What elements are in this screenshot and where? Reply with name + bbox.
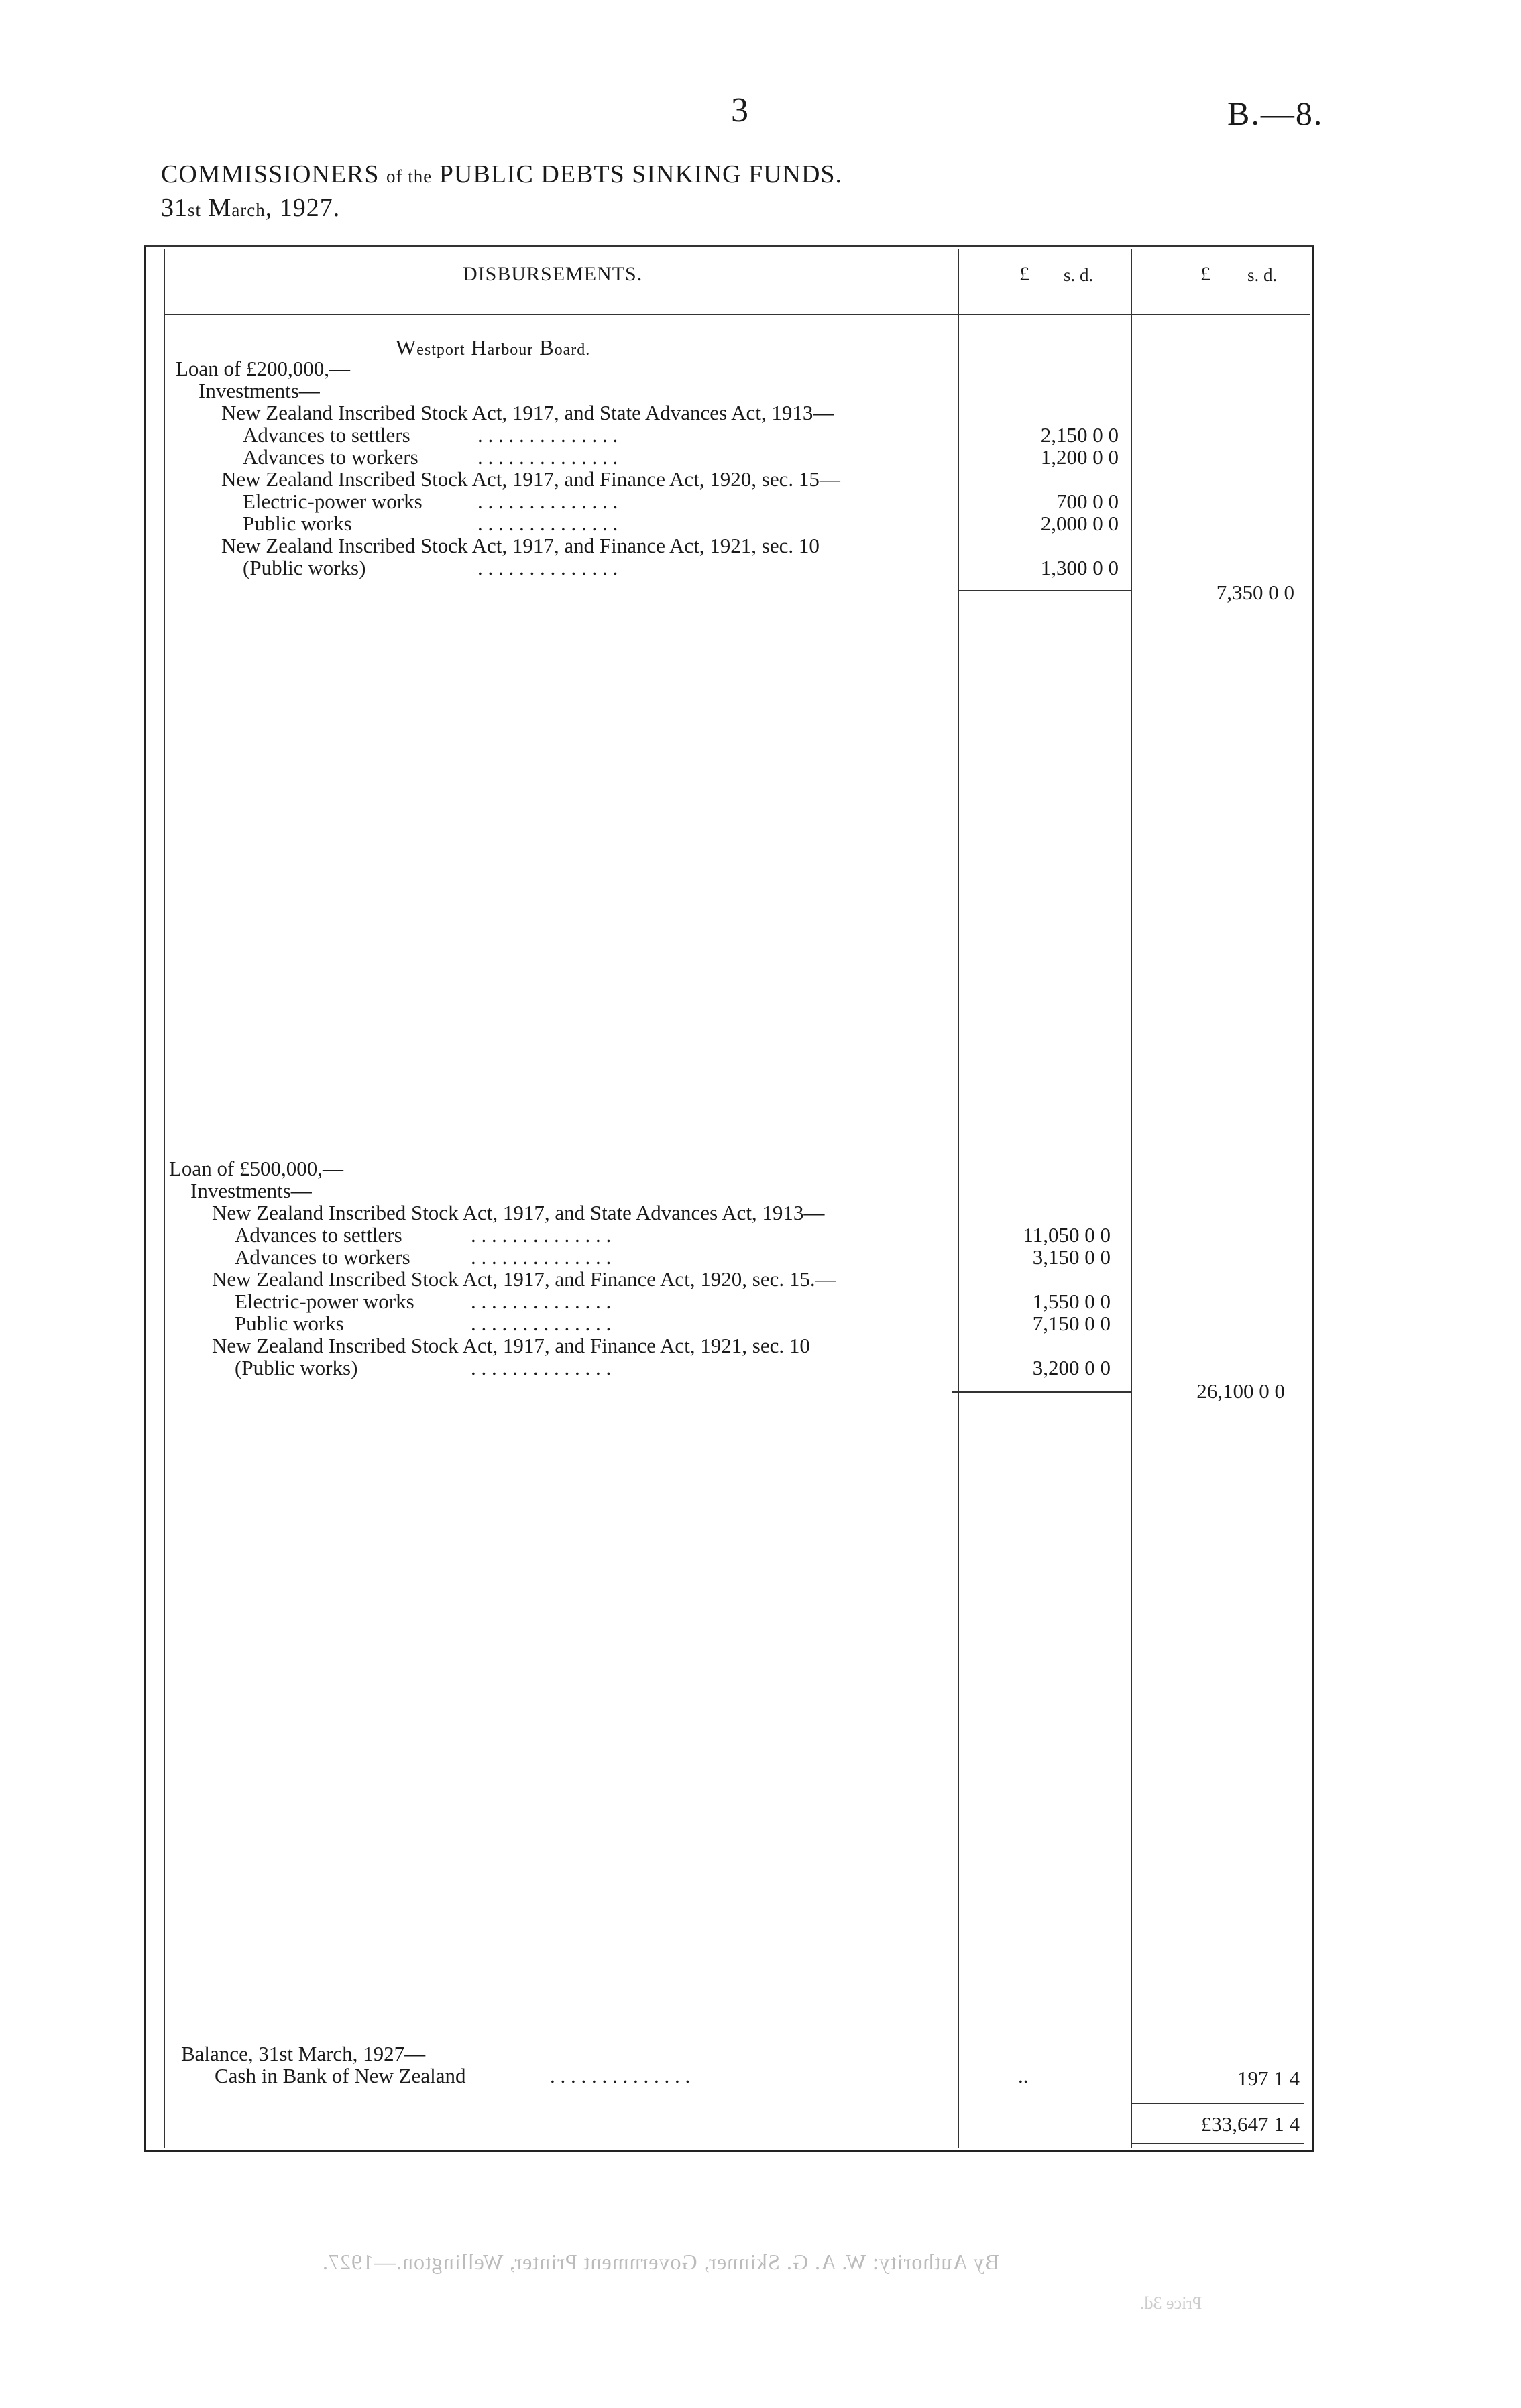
loan-2-public-paren-amount: 3,200 0 0 <box>1032 1356 1111 1379</box>
loan-2-total: 26,100 0 0 <box>1196 1379 1285 1403</box>
loan-1-title: Loan of £200,000,— <box>176 357 351 380</box>
loan-1-total: 7,350 0 0 <box>1216 581 1294 604</box>
date-part-4: arch <box>231 200 266 220</box>
balance-cash-leader: . . . . . . . . . . . . . . <box>550 2064 691 2087</box>
loan-2-settlers-leader: . . . . . . . . . . . . . . <box>471 1223 612 1247</box>
balance-col-1-dots: .. <box>1018 2064 1029 2087</box>
column-1-pound-heading: £ <box>1019 263 1029 285</box>
balance-cash-label: Cash in Bank of New Zealand <box>215 2064 466 2087</box>
grand-total-rule-bottom <box>1131 2143 1304 2144</box>
loan-1-public-leader: . . . . . . . . . . . . . . <box>477 512 618 535</box>
title-part-1: COMMISSIONERS <box>161 160 387 188</box>
loan-2-public-paren-leader: . . . . . . . . . . . . . . <box>471 1356 612 1379</box>
section-part-5: B <box>533 335 555 359</box>
loan-1-public-amount: 2,000 0 0 <box>1040 512 1119 535</box>
loan-2-settlers-amount: 11,050 0 0 <box>1023 1223 1111 1247</box>
page-number: 3 <box>731 91 748 129</box>
loan-1-settlers-label: Advances to settlers <box>243 423 410 447</box>
column-1-sd-heading: s. d. <box>1064 265 1094 285</box>
loan-1-workers-label: Advances to workers <box>243 445 418 469</box>
loan-2-investments: Investments— <box>190 1179 312 1202</box>
loan-2-settlers-label: Advances to settlers <box>235 1223 402 1247</box>
loan-1-investments: Investments— <box>199 379 320 402</box>
loan-2-subtotal-rule <box>952 1391 1131 1393</box>
price-show-through: Price 3d. <box>1140 2293 1202 2313</box>
header-rule <box>164 314 1310 315</box>
loan-2-public-amount: 7,150 0 0 <box>1032 1312 1111 1335</box>
date-part-1: 31 <box>161 194 188 222</box>
loan-1-settlers-leader: . . . . . . . . . . . . . . <box>477 423 618 447</box>
section-part-4: arbour <box>487 341 534 359</box>
title-part-2: PUBLIC DEBTS SINKING FUNDS. <box>432 160 843 188</box>
loan-1-electric-label: Electric-power works <box>243 490 422 513</box>
section-part-6: oard. <box>554 341 591 359</box>
loan-2-electric-label: Electric-power works <box>235 1289 414 1313</box>
loan-1-electric-leader: . . . . . . . . . . . . . . <box>477 490 618 513</box>
inner-left-rule <box>164 249 165 2148</box>
loan-1-public-paren-label: (Public works) <box>243 556 366 579</box>
date-part-5: , 1927. <box>265 194 341 222</box>
loan-1-act-3: New Zealand Inscribed Stock Act, 1917, and Finance Act, 1921, sec. 10 <box>221 534 820 557</box>
loan-2-act-3: New Zealand Inscribed Stock Act, 1917, and Finance Act, 1921, sec. 10 <box>212 1334 810 1357</box>
section-heading <box>396 335 590 360</box>
loan-2-title: Loan of £500,000,— <box>169 1157 344 1180</box>
loan-1-electric-amount: 700 0 0 <box>1056 490 1119 513</box>
section-part-2: estport <box>416 341 465 359</box>
loan-2-public-paren-label: (Public works) <box>235 1356 358 1379</box>
loan-1-subtotal-rule <box>958 590 1131 591</box>
document-date <box>161 193 340 223</box>
loan-1-public-paren-amount: 1,300 0 0 <box>1040 556 1119 579</box>
loan-2-act-2: New Zealand Inscribed Stock Act, 1917, and Finance Act, 1920, sec. 15.— <box>212 1267 836 1291</box>
document-reference: B.—8. <box>1227 95 1324 132</box>
loan-2-workers-label: Advances to workers <box>235 1245 410 1269</box>
loan-2-public-leader: . . . . . . . . . . . . . . <box>471 1312 612 1335</box>
loan-1-act-1: New Zealand Inscribed Stock Act, 1917, and State Advances Act, 1913— <box>221 401 834 424</box>
column-2-pound-heading: £ <box>1200 263 1210 285</box>
balance-cash-amount: 197 1 4 <box>1237 2067 1300 2090</box>
loan-2-public-label: Public works <box>235 1312 344 1335</box>
column-heading-disbursements: DISBURSEMENTS. <box>463 263 643 285</box>
loan-1-workers-amount: 1,200 0 0 <box>1040 445 1119 469</box>
section-part-3: H <box>465 335 488 359</box>
grand-total: £33,647 1 4 <box>1200 2112 1300 2136</box>
imprint-show-through: By Authority: W. A. G. Skinner, Government Printer, Wellington.—1927. <box>322 2250 999 2274</box>
date-part-2: st <box>188 200 202 220</box>
loan-1-workers-leader: . . . . . . . . . . . . . . <box>477 445 618 469</box>
loan-2-workers-amount: 3,150 0 0 <box>1032 1245 1111 1269</box>
section-part-1: W <box>396 335 417 359</box>
loan-2-act-1: New Zealand Inscribed Stock Act, 1917, and State Advances Act, 1913— <box>212 1201 825 1224</box>
column-2-sd-heading: s. d. <box>1247 265 1278 285</box>
loan-1-act-2: New Zealand Inscribed Stock Act, 1917, and Finance Act, 1920, sec. 15— <box>221 467 840 491</box>
column-rule-2 <box>1131 249 1132 2148</box>
loan-2-workers-leader: . . . . . . . . . . . . . . <box>471 1245 612 1269</box>
balance-title: Balance, 31st March, 1927— <box>181 2042 426 2065</box>
loan-2-electric-amount: 1,550 0 0 <box>1032 1289 1111 1313</box>
document-title <box>161 160 842 189</box>
loan-1-settlers-amount: 2,150 0 0 <box>1040 423 1119 447</box>
date-part-3: M <box>201 194 232 222</box>
grand-total-rule-top <box>1131 2103 1304 2104</box>
loan-1-public-paren-leader: . . . . . . . . . . . . . . <box>477 556 618 579</box>
title-small-caps: of the <box>386 166 433 186</box>
column-rule-1 <box>958 249 959 2148</box>
loan-2-electric-leader: . . . . . . . . . . . . . . <box>471 1289 612 1313</box>
loan-1-public-label: Public works <box>243 512 352 535</box>
